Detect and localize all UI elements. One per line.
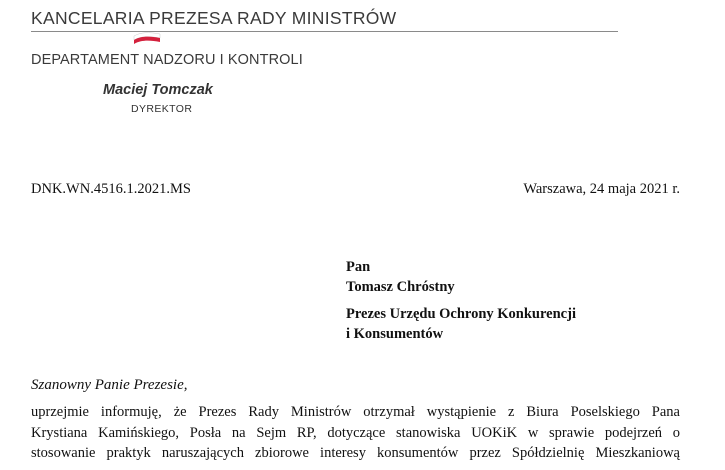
signer-name: Maciej Tomczak	[103, 82, 213, 98]
institution-title: KANCELARIA PREZESA RADY MINISTRÓW	[31, 8, 397, 28]
header-rule	[31, 31, 618, 32]
body-paragraph	[31, 402, 680, 464]
recipient-title: Prezes Urzędu Ochrony Konkurencji	[346, 306, 576, 322]
body-line: Krystiana Kamińskiego, Posła na Sejm RP, dotyczące stanowiska UOKiK w sprawie podejrzeń o	[31, 424, 680, 441]
signer-role: DYREKTOR	[131, 103, 193, 115]
recipient-title-cont: i Konsumentów	[346, 325, 444, 342]
recipient-block	[346, 258, 576, 344]
salutation: Szanowny Panie Prezesie,	[31, 377, 188, 393]
polish-flag-icon	[133, 30, 161, 46]
reference-number: DNK.WN.4516.1.2021.MS	[31, 181, 191, 197]
body-line: stosowanie praktyk naruszających zbiorowe interesy konsumentów przez Spółdzielnię Mieszkaniową	[31, 445, 680, 461]
department-name: DEPARTAMENT NADZORU I KONTROLI	[31, 52, 303, 68]
spacer	[346, 297, 576, 305]
body-line: uprzejmie informuję, że Prezes Rady Ministrów otrzymał wystąpienie z Biura Poselskiego Pana	[31, 404, 680, 420]
letter-date: Warszawa, 24 maja 2021 r.	[523, 181, 680, 197]
recipient-name: Tomasz Chróstny	[346, 278, 455, 295]
recipient-line: Pan	[346, 259, 371, 275]
